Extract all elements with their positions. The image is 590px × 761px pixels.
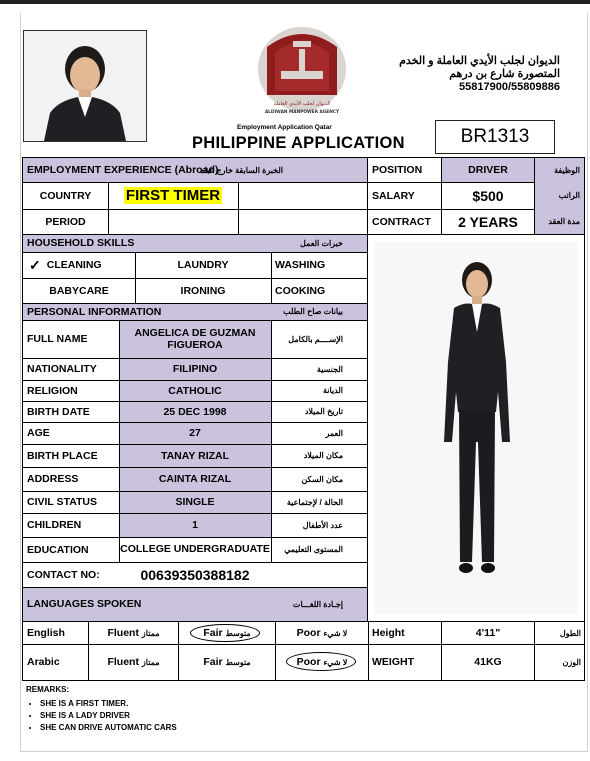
children-value: 1 bbox=[192, 519, 198, 531]
option-label-arabic: متوسط bbox=[225, 657, 251, 667]
religion-value: CATHOLIC bbox=[168, 384, 222, 397]
remarks-list bbox=[26, 698, 177, 734]
agency-address-arabic: المتصورة شارع بن درهم bbox=[449, 68, 560, 80]
height-value: 4'11" bbox=[475, 627, 501, 639]
reference-code: BR1313 bbox=[435, 120, 555, 154]
salary-value: $500 bbox=[472, 187, 504, 204]
age-label: AGE bbox=[27, 427, 50, 439]
personal-section-header-arabic: بيانات صاح الطلب bbox=[283, 307, 343, 316]
age-value: 27 bbox=[189, 427, 201, 439]
height-label: Height bbox=[372, 627, 405, 639]
personal-section-header: PERSONAL INFORMATION bbox=[27, 305, 162, 318]
contract-value: 2 YEARS bbox=[458, 213, 518, 230]
contract-label: CONTRACT bbox=[372, 215, 431, 228]
address-value: CAINTA RIZAL bbox=[158, 473, 232, 485]
skills-section-header: HOUSEHOLD SKILLS bbox=[27, 237, 135, 249]
skill-laundry: LAUNDRY bbox=[177, 259, 229, 271]
right-form-table bbox=[367, 157, 585, 622]
education-value: COLLEGE UNDERGRADUATE bbox=[120, 543, 270, 555]
option-label-arabic: لا شيء bbox=[323, 657, 348, 667]
remark-item: • SHE IS A LADY DRIVER bbox=[40, 710, 177, 722]
remarks-section bbox=[26, 684, 177, 734]
birthdate-label-arabic: تاريخ الميلاد bbox=[304, 407, 343, 416]
position-label: POSITION bbox=[372, 164, 423, 176]
education-label: EDUCATION bbox=[27, 543, 89, 556]
option-label: Fair bbox=[203, 656, 223, 668]
experience-section-header-arabic: الخبرة السابقة خارج البلد bbox=[200, 165, 283, 175]
agency-phones: 55817900/55809886 bbox=[459, 81, 560, 93]
left-form-table bbox=[22, 157, 368, 622]
skill-cooking: COOKING bbox=[275, 284, 326, 297]
children-label-arabic: عدد الأطفال bbox=[302, 520, 343, 530]
birthplace-label: BIRTH PLACE bbox=[27, 449, 98, 462]
arabic-fair-option bbox=[179, 644, 275, 680]
country-value-cell bbox=[108, 182, 238, 209]
fullname-label: FULL NAME bbox=[27, 333, 88, 345]
logo-arabic-text: الديوان لجلب الأيدي العاملة bbox=[273, 101, 331, 107]
weight-value: 41KG bbox=[474, 656, 502, 668]
civil-status-label: CIVIL STATUS bbox=[27, 496, 98, 508]
skill-ironing: IRONING bbox=[180, 284, 226, 297]
language-english: English bbox=[27, 627, 65, 639]
agency-name-arabic: الديوان لجلب الأيدي العاملة و الخدم bbox=[399, 55, 560, 67]
option-label-arabic: ممتاز bbox=[141, 657, 160, 667]
option-label: Fluent bbox=[107, 627, 139, 639]
period-label: PERIOD bbox=[45, 215, 86, 228]
birthdate-value: 25 DEC 1998 bbox=[163, 405, 227, 418]
fullname-value: ANGELICA DE GUZMAN FIGUEROA bbox=[134, 327, 256, 351]
option-label-arabic: لا شيء bbox=[323, 628, 348, 638]
skill-label: CLEANING bbox=[46, 259, 102, 271]
education-label-arabic: المستوى التعليمي bbox=[284, 545, 343, 554]
arabic-fluent-option bbox=[89, 644, 178, 680]
top-border bbox=[0, 0, 590, 4]
contact-label: CONTACT NO: bbox=[27, 568, 100, 581]
salary-label: SALARY bbox=[372, 189, 415, 202]
contract-label-arabic: مدة العقد bbox=[548, 217, 580, 226]
children-label: CHILDREN bbox=[27, 519, 82, 531]
skill-babycare: BABYCARE bbox=[49, 284, 109, 297]
birthplace-value: TANAY RIZAL bbox=[160, 449, 230, 462]
skill-washing: WASHING bbox=[275, 259, 326, 271]
english-poor-option bbox=[276, 622, 368, 644]
skill-cleaning bbox=[29, 252, 135, 278]
weight-label: WEIGHT bbox=[372, 656, 414, 668]
language-arabic: Arabic bbox=[27, 656, 60, 668]
position-value: DRIVER bbox=[468, 164, 508, 176]
remark-item: • SHE IS A FIRST TIMER. bbox=[40, 698, 177, 710]
option-label-arabic: متوسط bbox=[225, 628, 251, 638]
languages-section-header-arabic: إجـادة اللغـــات bbox=[292, 599, 343, 609]
language-physical-table bbox=[22, 621, 585, 681]
remarks-label: REMARKS: bbox=[26, 685, 70, 694]
height-label-arabic: الطول bbox=[559, 628, 581, 638]
weight-label-arabic: الوزن bbox=[562, 657, 581, 667]
position-label-arabic: الوظيفة bbox=[554, 165, 580, 175]
address-label: ADDRESS bbox=[27, 473, 79, 485]
form-title: PHILIPPINE APPLICATION bbox=[192, 134, 405, 152]
experience-section-header: EMPLOYMENT EXPERIENCE (Abroad) bbox=[27, 164, 219, 176]
logo-english-text: ALDIWAN MANPOWER AGENCY bbox=[264, 110, 340, 115]
agency-contact-block bbox=[370, 55, 560, 94]
address-label-arabic: مكان السكن bbox=[301, 474, 343, 484]
religion-label-arabic: الديانة bbox=[322, 386, 343, 395]
age-label-arabic: العمر bbox=[325, 428, 343, 438]
fullname-label-arabic: الإســــم بالكامل bbox=[288, 334, 343, 344]
english-selected-circle bbox=[190, 624, 260, 642]
contact-value: 00639350388182 bbox=[140, 566, 250, 583]
english-fluent-option bbox=[89, 622, 178, 644]
birthplace-label-arabic: مكان الميلاد bbox=[303, 451, 343, 460]
option-label: Fluent bbox=[107, 656, 139, 668]
arabic-selected-circle bbox=[286, 652, 356, 671]
agency-logo bbox=[255, 25, 350, 120]
skills-section-header-arabic: خبرات العمل bbox=[300, 238, 343, 248]
languages-section-header: LANGUAGES SPOKEN bbox=[27, 598, 142, 610]
country-value: FIRST TIMER bbox=[125, 187, 221, 204]
salary-label-arabic: الراتب bbox=[558, 191, 580, 200]
applicant-full-body-photo bbox=[374, 242, 578, 614]
nationality-label: NATIONALITY bbox=[27, 363, 97, 375]
civil-status-value: SINGLE bbox=[175, 496, 215, 508]
form-subtitle: Employment Application Qatar bbox=[237, 124, 332, 131]
civil-status-label-arabic: الحالة / لإجتماعية bbox=[286, 497, 343, 507]
country-label: COUNTRY bbox=[39, 189, 92, 202]
birthdate-label: BIRTH DATE bbox=[27, 405, 90, 418]
religion-label: RELIGION bbox=[27, 384, 78, 397]
option-label-arabic: ممتاز bbox=[141, 628, 160, 638]
option-label: Poor bbox=[296, 656, 321, 668]
option-label: Poor bbox=[296, 627, 321, 639]
checkmark-icon: ✓ bbox=[29, 256, 41, 273]
remark-item: • SHE CAN DRIVE AUTOMATIC CARS bbox=[40, 722, 177, 734]
nationality-label-arabic: الجنسية bbox=[316, 364, 343, 374]
nationality-value: FILIPINO bbox=[172, 363, 218, 375]
option-label: Fair bbox=[203, 627, 223, 639]
applicant-portrait-photo bbox=[23, 30, 147, 142]
